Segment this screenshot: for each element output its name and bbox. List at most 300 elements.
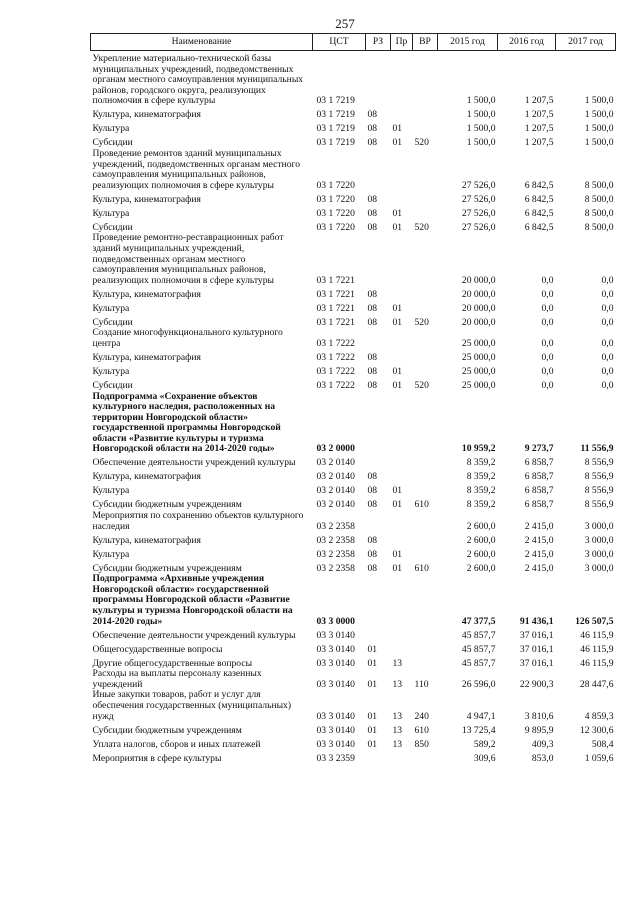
row-cst: 03 2 2358 xyxy=(316,520,355,532)
row-name: Культура xyxy=(92,365,130,377)
header-cst: ЦСТ xyxy=(313,34,366,51)
row-2017: 1 500,0 xyxy=(584,95,614,107)
row-cst: 03 3 0140 xyxy=(316,678,355,690)
row-name: Подпрограмма «Архивные учреждения Новгородской области» государственной программы Новгородской области «Развитие культуры и туризма Новгородской области на 2014-2020 годы» xyxy=(92,574,293,627)
table-row xyxy=(91,722,616,736)
row-2015: 26 596,0 xyxy=(461,678,496,690)
row-name: Обеспечение деятельности учреждений культуры xyxy=(92,457,296,469)
table-body xyxy=(91,51,616,765)
table-row xyxy=(91,378,616,392)
row-pr xyxy=(391,392,413,456)
row-vr xyxy=(413,641,438,655)
table-row xyxy=(91,497,616,511)
row-vr xyxy=(413,233,438,286)
row-2017: 0,0 xyxy=(601,316,614,328)
row-name: Обеспечение деятельности учреждений культуры xyxy=(92,629,296,641)
row-2016: 0,0 xyxy=(541,316,554,328)
row-rz: 08 xyxy=(367,109,378,121)
row-2015: 2 600,0 xyxy=(466,520,496,532)
row-vr: 240 xyxy=(414,710,429,722)
row-name: Субсидии xyxy=(92,221,133,233)
row-name: Культура xyxy=(92,123,130,135)
row-cst: 03 1 7219 xyxy=(316,109,355,121)
table-row xyxy=(91,455,616,469)
row-vr xyxy=(413,469,438,483)
row-rz xyxy=(366,455,391,469)
row-vr: 520 xyxy=(414,316,429,328)
row-name: Проведение ремонтно-реставрационных работ зданий муниципальных учреждений, подведомственных органам местного самоуправления муниципальных районов, реализующих полномочия в сфере культуры xyxy=(92,233,284,286)
row-rz: 08 xyxy=(367,123,378,135)
row-pr: 01 xyxy=(392,316,403,328)
row-pr xyxy=(391,641,413,655)
row-rz xyxy=(366,51,391,107)
row-rz: 08 xyxy=(367,471,378,483)
row-cst: 03 1 7221 xyxy=(316,302,355,314)
row-pr: 01 xyxy=(392,562,403,574)
header-2015: 2015 год xyxy=(438,34,498,51)
row-vr xyxy=(413,392,438,456)
row-2016: 0,0 xyxy=(541,274,554,286)
row-vr xyxy=(413,511,438,532)
row-2016: 0,0 xyxy=(541,302,554,314)
row-pr: 01 xyxy=(392,123,403,135)
row-2015: 25 000,0 xyxy=(461,379,496,391)
row-2016: 37 016,1 xyxy=(519,643,554,655)
row-2017: 11 556,9 xyxy=(580,443,614,455)
row-rz xyxy=(366,750,391,764)
row-vr xyxy=(413,532,438,546)
table-row xyxy=(91,328,616,349)
row-2015: 27 526,0 xyxy=(461,179,496,191)
row-cst: 03 1 7219 xyxy=(316,123,355,135)
row-rz: 08 xyxy=(367,193,378,205)
row-cst: 03 1 7220 xyxy=(316,179,355,191)
row-2015: 1 500,0 xyxy=(466,123,496,135)
table-header-row xyxy=(91,34,616,51)
table-row xyxy=(91,736,616,750)
table-row xyxy=(91,286,616,300)
row-name: Культура, кинематография xyxy=(92,288,201,300)
row-2016: 6 842,5 xyxy=(524,221,554,233)
row-vr xyxy=(413,364,438,378)
row-2017: 28 447,6 xyxy=(579,678,614,690)
table-row xyxy=(91,469,616,483)
row-2015: 20 000,0 xyxy=(461,316,496,328)
row-2016: 1 207,5 xyxy=(524,137,554,149)
row-cst: 03 1 7219 xyxy=(316,95,355,107)
row-cst: 03 1 7219 xyxy=(316,137,355,149)
table-row xyxy=(91,532,616,546)
row-vr xyxy=(413,51,438,107)
row-2015: 25 000,0 xyxy=(461,365,496,377)
row-2017: 4 859,3 xyxy=(584,710,614,722)
row-name: Субсидии бюджетным учреждениям xyxy=(92,499,242,511)
row-pr xyxy=(391,149,413,191)
row-vr xyxy=(413,627,438,641)
table-row xyxy=(91,191,616,205)
row-pr xyxy=(391,350,413,364)
row-rz: 08 xyxy=(367,137,378,149)
row-vr xyxy=(413,546,438,560)
row-2017: 1 500,0 xyxy=(584,109,614,121)
table-row xyxy=(91,627,616,641)
row-name: Уплата налогов, сборов и иных платежей xyxy=(92,738,261,750)
row-2016: 2 415,0 xyxy=(524,534,554,546)
row-rz: 01 xyxy=(367,724,378,736)
row-rz: 08 xyxy=(367,316,378,328)
row-vr: 520 xyxy=(414,221,429,233)
row-2016: 2 415,0 xyxy=(524,562,554,574)
row-name: Культура xyxy=(92,485,130,497)
row-2015: 1 500,0 xyxy=(466,109,496,121)
row-pr xyxy=(391,469,413,483)
row-rz: 08 xyxy=(367,562,378,574)
row-2016: 6 842,5 xyxy=(524,207,554,219)
row-cst: 03 2 0140 xyxy=(316,457,355,469)
row-2015: 25 000,0 xyxy=(461,337,496,349)
row-cst: 03 1 7222 xyxy=(316,365,355,377)
row-2016: 22 900,3 xyxy=(519,678,554,690)
row-pr xyxy=(391,107,413,121)
row-2017: 0,0 xyxy=(601,365,614,377)
row-2017: 508,4 xyxy=(591,738,614,750)
header-name: Наименование xyxy=(91,34,313,51)
row-name: Расходы на выплаты персоналу казенных учреждений xyxy=(92,669,262,690)
table-row xyxy=(91,546,616,560)
row-2017: 0,0 xyxy=(601,288,614,300)
row-pr xyxy=(391,627,413,641)
row-2016: 91 436,1 xyxy=(519,615,554,627)
row-cst: 03 3 0140 xyxy=(316,724,355,736)
row-rz xyxy=(366,233,391,286)
row-cst: 03 3 0000 xyxy=(316,615,355,627)
row-name: Субсидии xyxy=(92,316,133,328)
row-cst: 03 2 0000 xyxy=(316,443,355,455)
table-row xyxy=(91,300,616,314)
row-name: Культура, кинематография xyxy=(92,471,201,483)
row-name: Создание многофункционального культурного центра xyxy=(92,328,283,349)
row-2017: 8 500,0 xyxy=(584,207,614,219)
row-2015: 8 359,2 xyxy=(466,457,496,469)
row-2016: 9 895,9 xyxy=(524,724,554,736)
row-pr: 01 xyxy=(392,365,403,377)
table-row xyxy=(91,690,616,722)
row-name: Другие общегосударственные вопросы xyxy=(92,657,253,669)
row-name: Субсидии xyxy=(92,379,133,391)
row-2017: 46 115,9 xyxy=(580,629,614,641)
row-pr xyxy=(391,532,413,546)
row-name: Проведение ремонтов зданий муниципальных учреждений, подведомственных органам местного самоуправления муниципальных районов, реализующих полномочия в сфере культуры xyxy=(92,148,301,191)
page-number: 257 xyxy=(335,16,355,31)
row-pr: 01 xyxy=(392,499,403,511)
row-pr: 01 xyxy=(392,221,403,233)
row-name: Мероприятия по сохранению объектов культурного наследия xyxy=(92,511,304,532)
row-vr xyxy=(413,574,438,627)
row-2016: 0,0 xyxy=(541,379,554,391)
row-vr xyxy=(413,655,438,669)
row-vr xyxy=(413,191,438,205)
row-2017: 3 000,0 xyxy=(584,562,614,574)
row-vr xyxy=(413,205,438,219)
row-2017: 126 507,5 xyxy=(575,615,614,627)
header-pr: Пр xyxy=(391,34,413,51)
row-2017: 1 500,0 xyxy=(584,123,614,135)
row-2016: 1 207,5 xyxy=(524,109,554,121)
table-row xyxy=(91,233,616,286)
row-cst: 03 3 2359 xyxy=(316,752,355,764)
row-cst: 03 3 0140 xyxy=(316,657,355,669)
row-rz: 08 xyxy=(367,548,378,560)
row-2017: 1 500,0 xyxy=(584,137,614,149)
row-2015: 25 000,0 xyxy=(461,351,496,363)
table-row xyxy=(91,669,616,690)
row-vr xyxy=(413,455,438,469)
row-pr: 01 xyxy=(392,485,403,497)
table-row xyxy=(91,392,616,456)
row-vr: 610 xyxy=(414,724,429,736)
header-vr: ВР xyxy=(413,34,438,51)
row-pr: 13 xyxy=(392,678,403,690)
row-vr: 610 xyxy=(414,562,429,574)
row-2017: 8 556,9 xyxy=(584,457,614,469)
row-name: Субсидии xyxy=(92,137,133,149)
row-2017: 3 000,0 xyxy=(584,520,614,532)
row-pr xyxy=(391,286,413,300)
row-name: Субсидии бюджетным учреждениям xyxy=(92,562,242,574)
header-2016: 2016 год xyxy=(498,34,556,51)
row-2015: 8 359,2 xyxy=(466,499,496,511)
row-2015: 20 000,0 xyxy=(461,274,496,286)
row-cst: 03 2 0140 xyxy=(316,471,355,483)
row-name: Культура xyxy=(92,302,130,314)
row-2015: 1 500,0 xyxy=(466,137,496,149)
row-cst: 03 2 2358 xyxy=(316,548,355,560)
row-name: Субсидии бюджетным учреждениям xyxy=(92,724,242,736)
row-name: Общегосударственные вопросы xyxy=(92,643,223,655)
row-2017: 8 500,0 xyxy=(584,221,614,233)
row-vr xyxy=(413,483,438,497)
row-pr xyxy=(391,51,413,107)
row-cst: 03 1 7220 xyxy=(316,221,355,233)
row-cst: 03 2 2358 xyxy=(316,534,355,546)
row-rz: 01 xyxy=(367,738,378,750)
table-row xyxy=(91,511,616,532)
row-2016: 6 842,5 xyxy=(524,193,554,205)
table-row xyxy=(91,574,616,627)
row-2017: 8 500,0 xyxy=(584,193,614,205)
row-2017: 8 556,9 xyxy=(584,485,614,497)
row-2017: 3 000,0 xyxy=(584,548,614,560)
row-2016: 37 016,1 xyxy=(519,629,554,641)
table-row xyxy=(91,364,616,378)
row-2016: 2 415,0 xyxy=(524,520,554,532)
row-2016: 6 858,7 xyxy=(524,471,554,483)
row-vr: 610 xyxy=(414,499,429,511)
row-2017: 1 059,6 xyxy=(584,752,614,764)
row-rz xyxy=(366,574,391,627)
row-rz: 08 xyxy=(367,485,378,497)
row-2015: 13 725,4 xyxy=(461,724,496,736)
row-rz xyxy=(366,149,391,191)
row-cst: 03 2 0140 xyxy=(316,499,355,511)
row-pr: 13 xyxy=(392,657,403,669)
row-2015: 2 600,0 xyxy=(466,562,496,574)
row-2017: 3 000,0 xyxy=(584,534,614,546)
row-rz: 01 xyxy=(367,710,378,722)
row-cst: 03 1 7222 xyxy=(316,337,355,349)
row-pr: 01 xyxy=(392,207,403,219)
row-2016: 6 858,7 xyxy=(524,485,554,497)
row-rz: 08 xyxy=(367,302,378,314)
row-cst: 03 2 2358 xyxy=(316,562,355,574)
row-name: Культура xyxy=(92,207,130,219)
row-2015: 10 959,2 xyxy=(461,443,496,455)
row-cst: 03 3 0140 xyxy=(316,643,355,655)
row-2017: 46 115,9 xyxy=(580,643,614,655)
row-vr: 520 xyxy=(414,137,429,149)
row-rz: 01 xyxy=(367,643,378,655)
row-cst: 03 3 0140 xyxy=(316,710,355,722)
row-name: Мероприятия в сфере культуры xyxy=(92,752,222,764)
row-vr xyxy=(413,300,438,314)
row-2016: 0,0 xyxy=(541,337,554,349)
row-2015: 47 377,5 xyxy=(461,615,496,627)
row-2015: 27 526,0 xyxy=(461,193,496,205)
table-row xyxy=(91,750,616,764)
row-vr xyxy=(413,149,438,191)
row-2016: 9 273,7 xyxy=(524,443,554,455)
row-rz xyxy=(366,328,391,349)
row-name: Культура, кинематография xyxy=(92,193,201,205)
row-rz xyxy=(366,392,391,456)
row-2017: 0,0 xyxy=(601,302,614,314)
row-pr xyxy=(391,750,413,764)
row-2016: 1 207,5 xyxy=(524,95,554,107)
row-pr: 01 xyxy=(392,548,403,560)
row-2016: 0,0 xyxy=(541,365,554,377)
row-pr xyxy=(391,574,413,627)
table-row xyxy=(91,205,616,219)
row-rz: 08 xyxy=(367,365,378,377)
table-row xyxy=(91,149,616,191)
row-rz: 08 xyxy=(367,221,378,233)
row-2015: 2 600,0 xyxy=(466,534,496,546)
header-rz: РЗ xyxy=(366,34,391,51)
row-cst: 03 1 7221 xyxy=(316,288,355,300)
row-vr xyxy=(413,121,438,135)
row-2016: 409,3 xyxy=(531,738,554,750)
row-name: Культура xyxy=(92,548,130,560)
row-2017: 0,0 xyxy=(601,274,614,286)
row-cst: 03 1 7222 xyxy=(316,379,355,391)
row-name: Подпрограмма «Сохранение объектов культурного наследия, расположенных на территории Новгородской области» государственной программы Новгородской области «Развитие культуры и туризма Новгородской области на 2014-2020 годы» xyxy=(92,391,281,455)
table-row xyxy=(91,350,616,364)
row-2015: 45 857,7 xyxy=(461,657,496,669)
row-2016: 37 016,1 xyxy=(519,657,554,669)
row-vr: 850 xyxy=(414,738,429,750)
row-2015: 45 857,7 xyxy=(461,629,496,641)
row-2015: 8 359,2 xyxy=(466,471,496,483)
row-2017: 0,0 xyxy=(601,351,614,363)
table-row xyxy=(91,51,616,107)
row-name: Культура, кинематография xyxy=(92,534,201,546)
row-cst: 03 3 0140 xyxy=(316,738,355,750)
row-rz: 08 xyxy=(367,534,378,546)
row-2016: 0,0 xyxy=(541,288,554,300)
table-row xyxy=(91,641,616,655)
row-2017: 8 556,9 xyxy=(584,499,614,511)
header-2017: 2017 год xyxy=(556,34,616,51)
row-2016: 2 415,0 xyxy=(524,548,554,560)
row-pr xyxy=(391,191,413,205)
row-rz: 08 xyxy=(367,499,378,511)
row-rz: 08 xyxy=(367,288,378,300)
table-row xyxy=(91,219,616,233)
row-pr: 01 xyxy=(392,137,403,149)
row-vr xyxy=(413,350,438,364)
row-cst: 03 1 7221 xyxy=(316,316,355,328)
row-rz xyxy=(366,511,391,532)
row-rz: 08 xyxy=(367,379,378,391)
row-2015: 1 500,0 xyxy=(466,95,496,107)
row-vr xyxy=(413,750,438,764)
row-2017: 0,0 xyxy=(601,379,614,391)
row-2015: 20 000,0 xyxy=(461,302,496,314)
table-row xyxy=(91,655,616,669)
row-2015: 4 947,1 xyxy=(466,710,496,722)
row-2017: 12 300,6 xyxy=(579,724,614,736)
row-vr xyxy=(413,286,438,300)
row-2015: 589,2 xyxy=(473,738,496,750)
row-pr: 13 xyxy=(392,724,403,736)
row-pr xyxy=(391,511,413,532)
row-cst: 03 1 7220 xyxy=(316,207,355,219)
row-2016: 6 858,7 xyxy=(524,499,554,511)
row-pr: 01 xyxy=(392,302,403,314)
row-2015: 27 526,0 xyxy=(461,221,496,233)
table-row xyxy=(91,560,616,574)
row-cst: 03 1 7222 xyxy=(316,351,355,363)
row-name: Культура, кинематография xyxy=(92,351,201,363)
row-vr: 110 xyxy=(414,678,429,690)
row-pr xyxy=(391,455,413,469)
row-2015: 45 857,7 xyxy=(461,643,496,655)
row-rz xyxy=(366,627,391,641)
row-pr: 13 xyxy=(392,710,403,722)
row-name: Укрепление материально-технической базы муниципальных учреждений, подведомственных органам местного самоуправления муниципальных районов, городского округа, реализующих полномочия в сфере культуры xyxy=(92,53,304,107)
table-row xyxy=(91,314,616,328)
row-name: Культура, кинематография xyxy=(92,109,201,121)
row-2016: 6 858,7 xyxy=(524,457,554,469)
row-2017: 46 115,9 xyxy=(580,657,614,669)
row-rz: 08 xyxy=(367,351,378,363)
table-row xyxy=(91,107,616,121)
row-name: Иные закупки товаров, работ и услуг для обеспечения государственных (муниципальных) нужд xyxy=(92,690,292,722)
table-row xyxy=(91,483,616,497)
row-2017: 8 500,0 xyxy=(584,179,614,191)
row-cst: 03 3 0140 xyxy=(316,629,355,641)
row-2015: 20 000,0 xyxy=(461,288,496,300)
row-pr: 01 xyxy=(392,379,403,391)
row-2016: 3 810,6 xyxy=(524,710,554,722)
row-2015: 8 359,2 xyxy=(466,485,496,497)
row-2016: 1 207,5 xyxy=(524,123,554,135)
row-rz: 01 xyxy=(367,657,378,669)
row-rz: 01 xyxy=(367,678,378,690)
row-2017: 0,0 xyxy=(601,337,614,349)
row-vr xyxy=(413,328,438,349)
row-2016: 0,0 xyxy=(541,351,554,363)
